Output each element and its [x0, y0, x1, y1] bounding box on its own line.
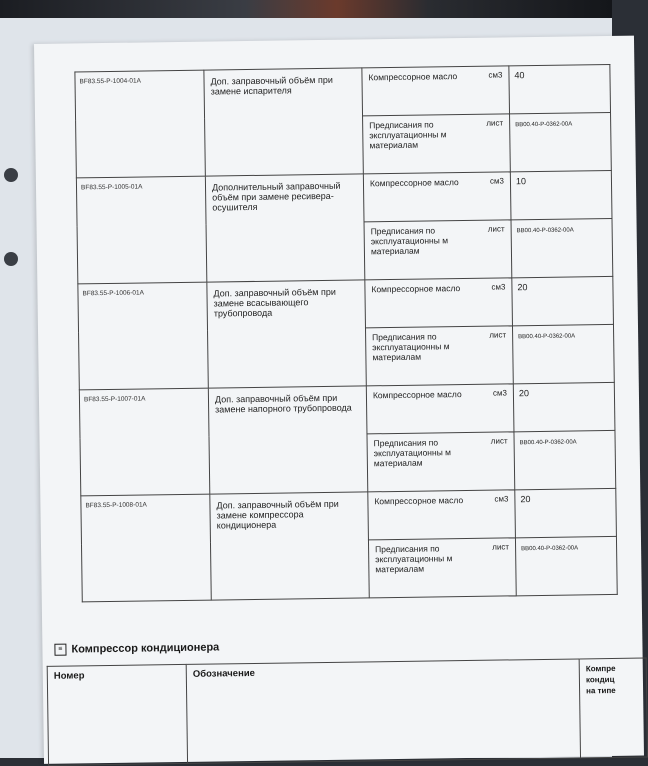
binder-hole	[4, 168, 18, 182]
item-unit: лист	[487, 224, 505, 234]
part-description: Доп. заправочный объём при замене компрессора кондиционера	[210, 492, 369, 600]
table-row	[81, 488, 617, 543]
part-number: BF83.55-P-1007-01A	[79, 388, 209, 496]
part-description: Доп. заправочный объём при замене напорного трубопровода	[208, 386, 367, 494]
table-row	[78, 276, 614, 331]
part-number: BF83.55-P-1005-01A	[76, 176, 206, 284]
reference-value: BB00.40-P-0362-00A	[514, 430, 616, 489]
item-cell	[363, 114, 511, 174]
item-unit: см3	[494, 494, 509, 504]
document-page	[34, 36, 644, 764]
item-cell	[365, 326, 513, 386]
section-title: Компрессор кондиционера	[71, 641, 220, 656]
binder-hole	[4, 252, 18, 266]
section-heading	[54, 641, 219, 655]
item-cell	[368, 538, 516, 598]
part-number: BF83.55-P-1006-01A	[78, 282, 208, 390]
header-compressor	[579, 658, 647, 758]
item-cell	[362, 66, 510, 116]
item-unit: см3	[489, 176, 505, 186]
specs-table	[74, 64, 617, 602]
item-name: Предписания по эксплуатационны м материалам	[373, 437, 452, 469]
item-value: 20	[513, 382, 615, 431]
item-name: Компрессорное масло	[371, 283, 461, 295]
item-value: 20	[515, 488, 617, 537]
item-cell	[365, 278, 513, 328]
header-compressor-line: кондиц	[585, 674, 615, 685]
item-value: 20	[512, 276, 614, 325]
item-cell	[368, 490, 516, 540]
part-number: BF83.55-P-1004-01A	[75, 70, 205, 178]
item-name: Компрессорное масло	[368, 71, 458, 83]
item-name: Предписания по эксплуатационны м материалам	[375, 543, 453, 575]
table-row	[79, 382, 615, 437]
item-value: 40	[509, 64, 611, 113]
item-cell	[364, 220, 512, 280]
item-unit: см3	[492, 388, 507, 398]
reference-value: BB00.40-P-0362-00A	[510, 112, 612, 171]
table-row	[76, 170, 612, 225]
item-unit: лист	[489, 330, 507, 340]
part-description: Доп. заправочный объём при замене всасывающего трубопровода	[207, 280, 366, 388]
reference-value: BB00.40-P-0362-00A	[515, 536, 617, 595]
reference-value: BB00.40-P-0362-00A	[511, 218, 613, 277]
item-name: Компрессорное масло	[372, 389, 462, 401]
item-unit: лист	[492, 542, 510, 552]
item-name: Компрессорное масло	[374, 495, 464, 507]
header-compressor-line: Компре	[585, 663, 616, 674]
item-cell	[363, 172, 511, 222]
compressor-table	[47, 658, 648, 766]
item-name: Предписания по эксплуатационны м материалам	[372, 331, 450, 363]
item-name: Предписания по эксплуатационны м материалам	[370, 225, 449, 257]
item-unit: лист	[490, 436, 508, 446]
document-icon: ≡	[54, 644, 66, 656]
item-cell	[367, 432, 515, 492]
item-unit: лист	[486, 118, 504, 128]
table-row	[75, 64, 611, 119]
reference-value: BB00.40-P-0362-00A	[512, 324, 614, 383]
part-number: BF83.55-P-1008-01A	[81, 494, 211, 602]
header-number: Номер	[47, 664, 187, 765]
header-designation: Обозначение	[186, 659, 580, 763]
part-description: Дополнительный заправочный объём при замене ресивера-осушителя	[205, 174, 364, 282]
item-name: Предписания по эксплуатационны м материалам	[369, 119, 447, 151]
item-value: 10	[510, 170, 612, 219]
item-unit: см3	[488, 70, 503, 80]
header-compressor-line: на типе	[586, 685, 616, 696]
item-name: Компрессорное масло	[369, 177, 459, 189]
item-unit: см3	[491, 282, 506, 292]
part-description: Доп. заправочный объём при замене испарителя	[204, 68, 363, 176]
item-cell	[366, 384, 514, 434]
